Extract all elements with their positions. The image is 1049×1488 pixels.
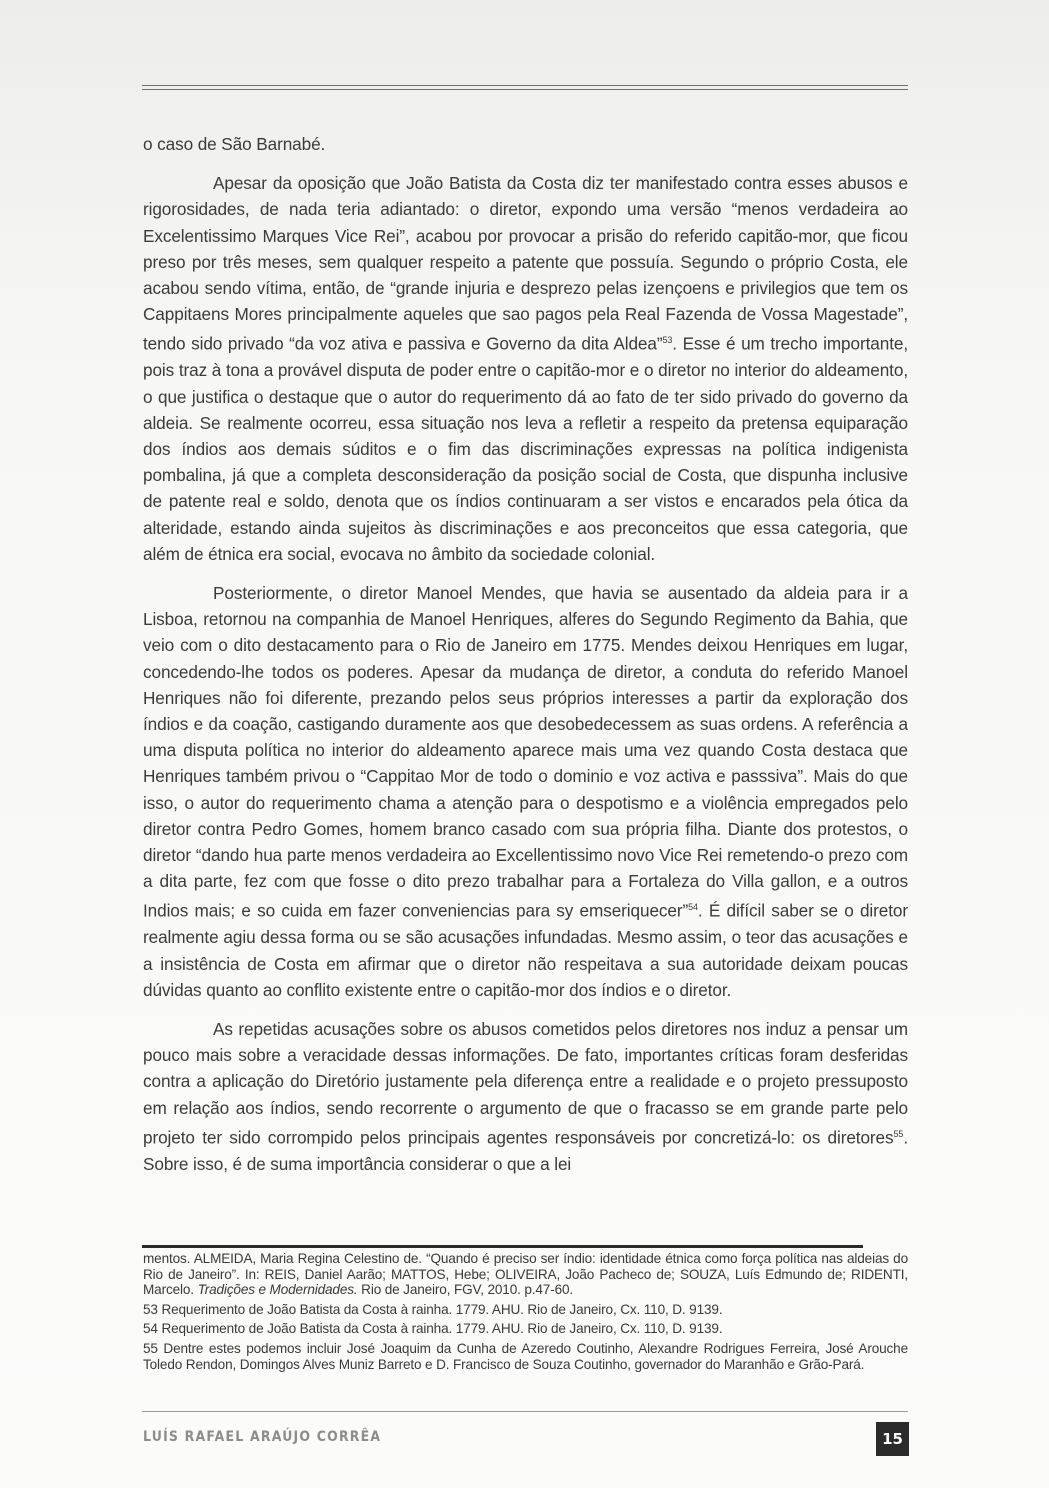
footnote-separator [142,1245,863,1248]
page-number: 15 [876,1422,909,1456]
footnote-continuation: mentos. ALMEIDA, Maria Regina Celestino de. “Quando é preciso ser índio: identidade étnica como força política nas aldeias do Rio de Janeiro”. In: REIS, Daniel Aarão; MATTOS, Hebe; OLIVEIRA, João Pacheco de; SOUZA, Luís Edmundo de; RIDENTI, Marcelo. Tradições e Modernidades. Rio de Janeiro, FGV, 2010. p.47-60. [143,1251,908,1298]
footnote-53: 53 Requerimento de João Batista da Costa à rainha. 1779. AHU. Rio de Janeiro, Cx. 110, D. 9139. [143,1301,723,1317]
footer-rule [142,1411,908,1412]
footnotes [143,1251,908,1376]
paragraph-4: As repetidas acusações sobre os abusos cometidos pelos diretores nos induz a pensar um pouco mais sobre a veracidade dessas informações. De fato, importantes críticas foram desferidas contra a aplicação do Diretório justamente pela diferença entre a realidade e o projeto pressuposto em relação aos índios, sendo recorrente o argumento de que o fracasso se em grande parte pelo projeto ter sido corrompido pelos principais agentes responsáveis por concretizá-lo: os diretores$^{55}$. Sobre isso, é de suma importância considerar o que a lei [143,1018,908,1174]
footnote-ref-53[interactable]: 53 [662,335,673,346]
paragraph-3: Posteriormente, o diretor Manoel Mendes, que havia se ausentado da aldeia para ir a Lisboa, retornou na companhia de Manoel Henriques, alferes do Segundo Regimento da Bahia, que veio com o dito destacamento para o Rio de Janeiro em 1775. Mendes deixou Henriques em lugar, concedendo-lhe todos os poderes. Apesar da mudança de diretor, a conduta do referido Manoel Henriques não foi diferente, prezando pelos seus próprios interesses a partir da exploração dos índios e da coação, castigando duramente aos que desobedecessem as suas ordens. A referência a uma disputa política no interior do aldeamento aparece mais uma vez quando Costa destaca que Henriques também privou o “Cappitao Mor de todo o dominio e voz activa e passsiva”. Mais do que isso, o autor do requerimento chama a atenção para o despotismo e a violência empregados pelo diretor contra Pedro Gomes, homem branco casado com sua própria filha. Diante dos protestos, o diretor “dando hua parte menos verdadeira ao Excellentissimo novo Vice Rei remetendo-o prezo com a dita parte, fez com que fosse o dito prezo trabalhar para a Fortaleza do Villa gallon, e a outros Indios mais; e so cuida em fazer conveniencias para sy emseriquecer”$^{54}$. É difícil saber se o diretor realmente agiu dessa forma ou se são acusações infundadas. Mesmo assim, o teor das acusações e a insistência de Costa em afirmar que o diretor não respeitava a sua autoridade deixam poucas dúvidas quanto ao conflito existente entre o capitão-mor dos índios e o diretor. [143,582,908,1000]
footnote-ref-54[interactable]: 54 [688,902,698,913]
footnote-55: 55 Dentre estes podemos incluir José Joaquim da Cunha de Azeredo Coutinho, Alexandre Rodrigues Ferreira, José Arouche Toledo Rendon, Domingos Alves Muniz Barreto e D. Francisco de Souza Coutinho, governador do Maranhão e Grão-Pará. [143,1340,908,1372]
header-rule-top [142,85,908,86]
footer-author: LUÍS RAFAEL ARAÚJO CORRÊA [143,1427,382,1445]
paragraph-1: o caso de São Barnabé. [143,134,326,154]
body-text [143,131,908,1190]
header-rule-bottom [142,89,908,90]
footnote-ref-55[interactable]: 55 [893,1128,904,1139]
paragraph-2: Apesar da oposição que João Batista da Costa diz ter manifestado contra esses abusos e rigorosidades, de nada teria adiantado: o diretor, expondo uma versão “menos verdadeira ao Excelentissimo Marques Vice Rei”, acabou por provocar a prisão do referido capitão-mor, que ficou preso por três meses, sem qualquer respeito a patente que possuía. Segundo o próprio Costa, ele acabou sendo vítima, então, de “grande injuria e desprezo pelas izençoens e privilegios que tem os Cappitaens Mores principalmente aqueles que sao pagos pela Real Fazenda de Vossa Magestade”, tendo sido privado “da voz ativa e passiva e Governo da dita Aldea”$^{53}$. Esse é um trecho importante, pois traz à tona a provável disputa de poder entre o capitão-mor e o diretor no interior do aldeamento, o que justifica o destaque que o autor do requerimento dá ao fato de ter sido privado do governo da aldeia. Se realmente ocorreu, essa situação nos leva a refletir a respeito da pretensa equiparação dos índios aos demais súditos e o fim das discriminações expressas na política indigenista pombalina, já que a completa desconsideração da posição social de Costa, que dispunha inclusive de patente real e soldo, denota que os índios continuaram a ser vistos e encarados pela ótica da alteridade, estando ainda sujeitos às discriminações e aos preconceitos que essa categoria, que além de étnica era social, evocava no âmbito da sociedade colonial. [143,173,909,564]
footnote-54: 54 Requerimento de João Batista da Costa à rainha. 1779. AHU. Rio de Janeiro, Cx. 110, D. 9139. [143,1321,723,1337]
